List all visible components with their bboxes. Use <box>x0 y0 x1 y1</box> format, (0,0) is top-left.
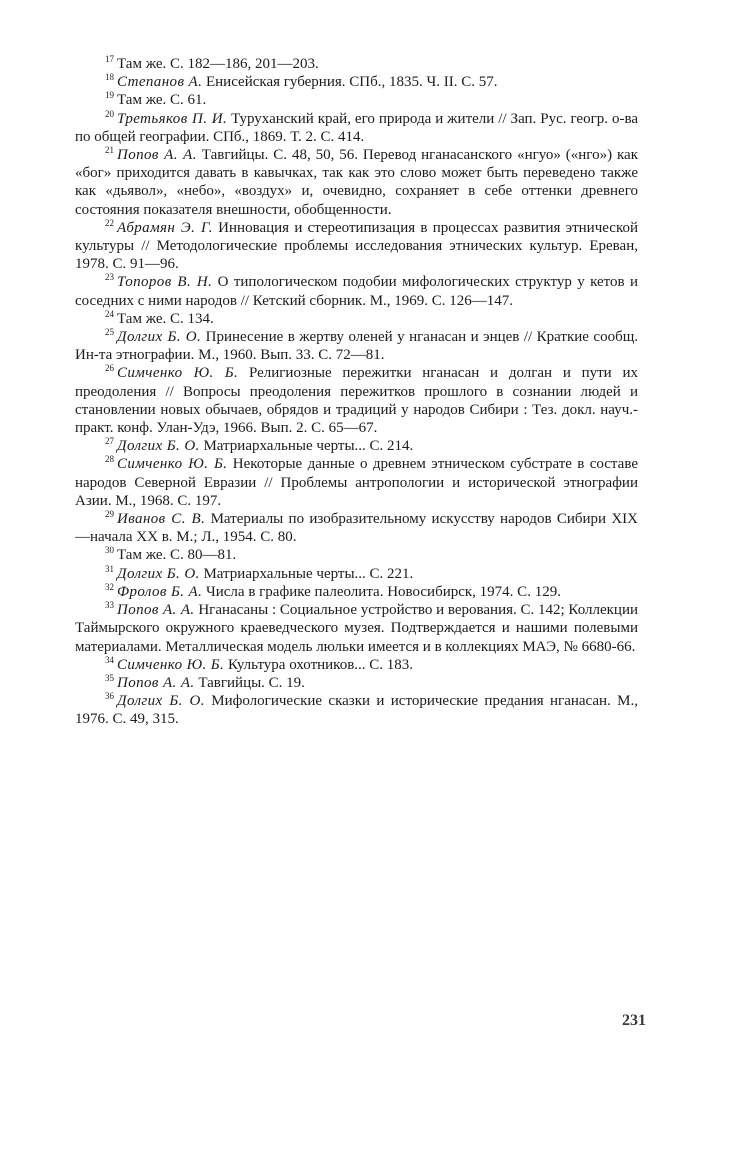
footnote-number: 28 <box>105 454 114 465</box>
footnote <box>75 310 638 328</box>
footnote <box>75 583 638 601</box>
footnote-text: Там же. С. 80—81. <box>117 547 237 564</box>
footnote-text: Религиозные пережитки нганасан и долган и пути их преодоления // Вопросы преодоления пережитков прошлого в сознании людей и становлении новых обычаев, обрядов и традиций у народов Сибири : Тез. докл. науч.-практ. конф. Улан-Удэ, 1966. Вып. 2. С. 65—67. <box>75 365 638 437</box>
footnote-text: Инновация и стереотипизация в процессах развития этнической культуры // Методологические проблемы исследования этнических культур. Ереван, 1978. С. 91—96. <box>75 219 638 273</box>
footnote-text: Тавгийцы. С. 19. <box>194 674 305 691</box>
footnote-text: Матриархальные черты... С. 214. <box>199 438 414 455</box>
page-number: 231 <box>622 1012 646 1029</box>
footnote-author: Иванов С. В. <box>117 511 206 528</box>
footnote <box>75 692 638 728</box>
footnote <box>75 565 638 583</box>
footnote-text: Там же. С. 61. <box>117 92 207 109</box>
footnote-text: Культура охотников... С. 183. <box>224 656 414 673</box>
footnote-number: 17 <box>105 54 114 64</box>
footnote-author: Долгих Б. О. <box>117 565 200 582</box>
footnote <box>75 55 638 73</box>
footnote-number: 35 <box>105 672 114 683</box>
footnote-author: Попов А. А. <box>117 602 195 619</box>
footnote-author: Топоров В. Н. <box>117 274 213 291</box>
footnote-number: 34 <box>105 654 114 665</box>
footnote-number: 36 <box>105 691 114 702</box>
footnote <box>75 146 638 219</box>
footnote-number: 21 <box>105 145 114 156</box>
footnote-number: 19 <box>105 90 114 101</box>
footnote-number: 33 <box>105 600 114 611</box>
footnote <box>75 364 638 437</box>
footnote-number: 27 <box>105 436 114 447</box>
footnote-text: Мифологические сказки и исторические предания нганасан. М., 1976. С. 49, 315. <box>75 693 639 728</box>
footnote-author: Фролов Б. А. <box>117 583 203 600</box>
footnote <box>75 510 638 546</box>
footnote <box>75 273 638 309</box>
footnote-author: Абрамян Э. Г. <box>117 219 213 236</box>
footnote <box>75 656 638 674</box>
footnote <box>75 437 638 455</box>
footnote-number: 26 <box>105 363 114 374</box>
footnote-author: Симченко Ю. Б. <box>117 656 225 673</box>
footnote-number: 29 <box>105 509 114 520</box>
footnote-author: Попов А. А. <box>117 147 197 164</box>
footnote-author: Попов А. А. <box>117 674 195 691</box>
footnote-number: 30 <box>105 545 114 556</box>
footnote-number: 20 <box>105 108 114 119</box>
footnote-author: Третьяков П. И. <box>117 110 228 127</box>
footnote <box>75 328 638 364</box>
footnote-text: Числа в графике палеолита. Новосибирск, 1974. С. 129. <box>202 583 561 600</box>
footnote <box>75 601 638 656</box>
footnote-text: О типологическом подобии мифологических структур у кетов и соседних с ними народов // Кетский сборник. М., 1969. С. 126—147. <box>75 274 638 309</box>
footnote-text: Принесение в жертву оленей у нганасан и энцев // Краткие сообщ. Ин-та этнографии. М., 1960. Вып. 33. С. 72—81. <box>75 329 639 364</box>
footnote-text: Материалы по изобразительному искусству народов Сибири XIX—начала XX в. М.; Л., 1954. С. 80. <box>75 511 638 546</box>
footnote <box>75 110 638 146</box>
footnote-author: Симченко Ю. Б. <box>117 456 228 473</box>
footnote <box>75 219 638 274</box>
footnote-author: Долгих Б. О. <box>117 329 202 346</box>
footnote <box>75 546 638 564</box>
footnote-text: Тавгийцы. С. 48, 50, 56. Перевод нганасанского «нгуо» («нго») как «бог» приходится давать в кавычках, так как это слово может быть переведено также как «дьявол», «небо», «воздух» и, очевидно, сохраняет в себе оттенки древнего состояния показателя внешности, обобщенности. <box>75 147 638 218</box>
footnote-number: 24 <box>105 308 114 319</box>
footnote-author: Долгих Б. О. <box>117 693 205 710</box>
footnote-author: Долгих Б. О. <box>117 438 200 455</box>
footnote-number: 18 <box>105 72 114 83</box>
footnote-text: Туруханский край, его природа и жители // Зап. Рус. геогр. о-ва по общей географии. СПб., 1869. Т. 2. С. 414. <box>75 110 638 145</box>
footnote-text: Некоторые данные о древнем этническом субстрате в составе народов Северной Евразии // Проблемы антропологии и исторической этнографии Азии. М., 1968. С. 197. <box>75 456 638 509</box>
footnote-text: Матриархальные черты... С. 221. <box>199 565 414 582</box>
footnote-number: 25 <box>105 327 114 338</box>
footnote-number: 32 <box>105 581 114 592</box>
footnote <box>75 455 638 510</box>
footnote-number: 31 <box>105 563 114 574</box>
footnote <box>75 674 638 692</box>
footnote-text: Там же. С. 182—186, 201—203. <box>117 56 319 72</box>
footnote-author: Симченко Ю. Б. <box>117 365 239 382</box>
footnote-text: Там же. С. 134. <box>117 310 214 327</box>
footnote-number: 23 <box>105 272 114 283</box>
footnote-text: Енисейская губерния. СПб., 1835. Ч. II. С. 57. <box>202 74 498 91</box>
footnotes-list <box>75 55 638 729</box>
footnote-text: Нганасаны : Социальное устройство и верования. С. 142; Коллекции Таймырского окружного краеведческого музея. Подтверждается и нашими полевыми материалами. Металлическая модель люльки имеется и в коллекциях МАЭ, № 6680-66. <box>75 602 638 655</box>
footnote-author: Степанов А. <box>117 74 203 91</box>
footnote <box>75 91 638 109</box>
footnote-number: 22 <box>105 217 114 228</box>
footnote <box>75 73 638 91</box>
